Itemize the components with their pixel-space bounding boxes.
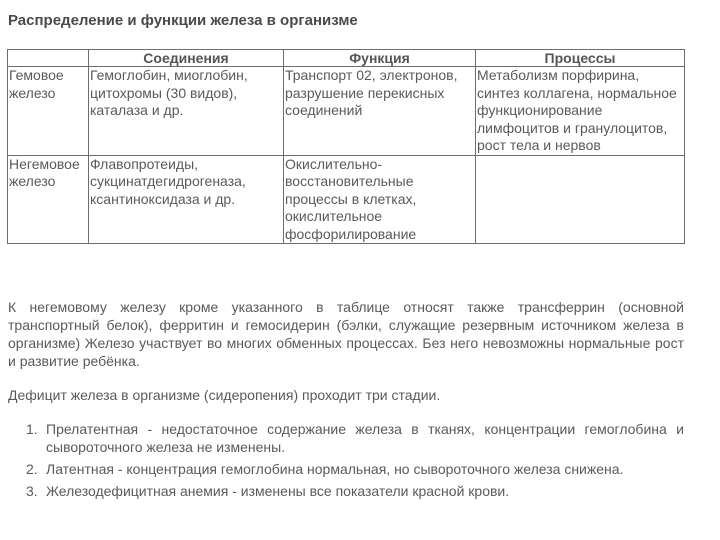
function-cell: Транспорт 02, электронов, разрушение перекисных соединений <box>284 67 476 156</box>
list-item <box>26 420 684 456</box>
row-name-cell: Гемовое железо <box>8 67 89 156</box>
iron-distribution-table <box>7 49 685 244</box>
table-header-compounds: Соединения <box>89 50 284 67</box>
body-paragraph-deficiency: Дефицит железа в организме (сидеропения) проходит три стадии. <box>8 387 441 403</box>
list-item <box>26 482 684 500</box>
list-item-number: 2. <box>26 461 38 477</box>
table-header-blank <box>8 50 89 67</box>
table-row <box>8 67 685 156</box>
processes-cell: Метаболизм порфирина, синтез коллагена, нормальное функционирование лимфоцитов и гранулоцитов, рост тела и нервов <box>476 67 685 156</box>
page-title: Распределение и функции железа в организме <box>8 12 358 29</box>
table-row <box>8 155 685 244</box>
compounds-cell: Гемоглобин, миоглобин, цитохромы (30 видов), каталаза и др. <box>89 67 284 156</box>
function-cell: Окислительно-восстановительные процессы в клетках, окислительное фосфорилирование <box>284 155 476 244</box>
compounds-cell: Флавопротеиды, сукцинатдегидрогеназа, ксантиноксидаза и др. <box>89 155 284 244</box>
deficiency-stages-list <box>26 420 684 504</box>
list-item-text: Железодефицитная анемия - изменены все показатели красной крови. <box>46 483 510 499</box>
table-header-row <box>8 50 685 67</box>
row-name-cell: Негемовое железо <box>8 155 89 244</box>
list-item-number: 3. <box>26 483 38 499</box>
list-item-text: Латентная - концентрация гемоглобина нормальная, но сывороточного железа снижена. <box>46 461 624 477</box>
body-paragraph-non-heme: К негемовому железу кроме указанного в таблице относят также трансферрин (основной транспортный белок), ферритин и гемосидерин (бэлки, служащие резервным источником железа в организме) Железо участвует во многих обменных процессах. Без него невозможны нормальные рост и развитие ребёнка. <box>8 299 684 369</box>
list-item-text: Прелатентная - недостаточное содержание железа в тканях, концентрации гемоглобина и сывороточного железа не изменены. <box>46 421 684 455</box>
table-header-processes: Процессы <box>476 50 685 67</box>
list-item-number: 1. <box>26 421 38 437</box>
processes-cell <box>476 155 685 244</box>
list-item <box>26 460 684 478</box>
table-header-function: Функция <box>284 50 476 67</box>
